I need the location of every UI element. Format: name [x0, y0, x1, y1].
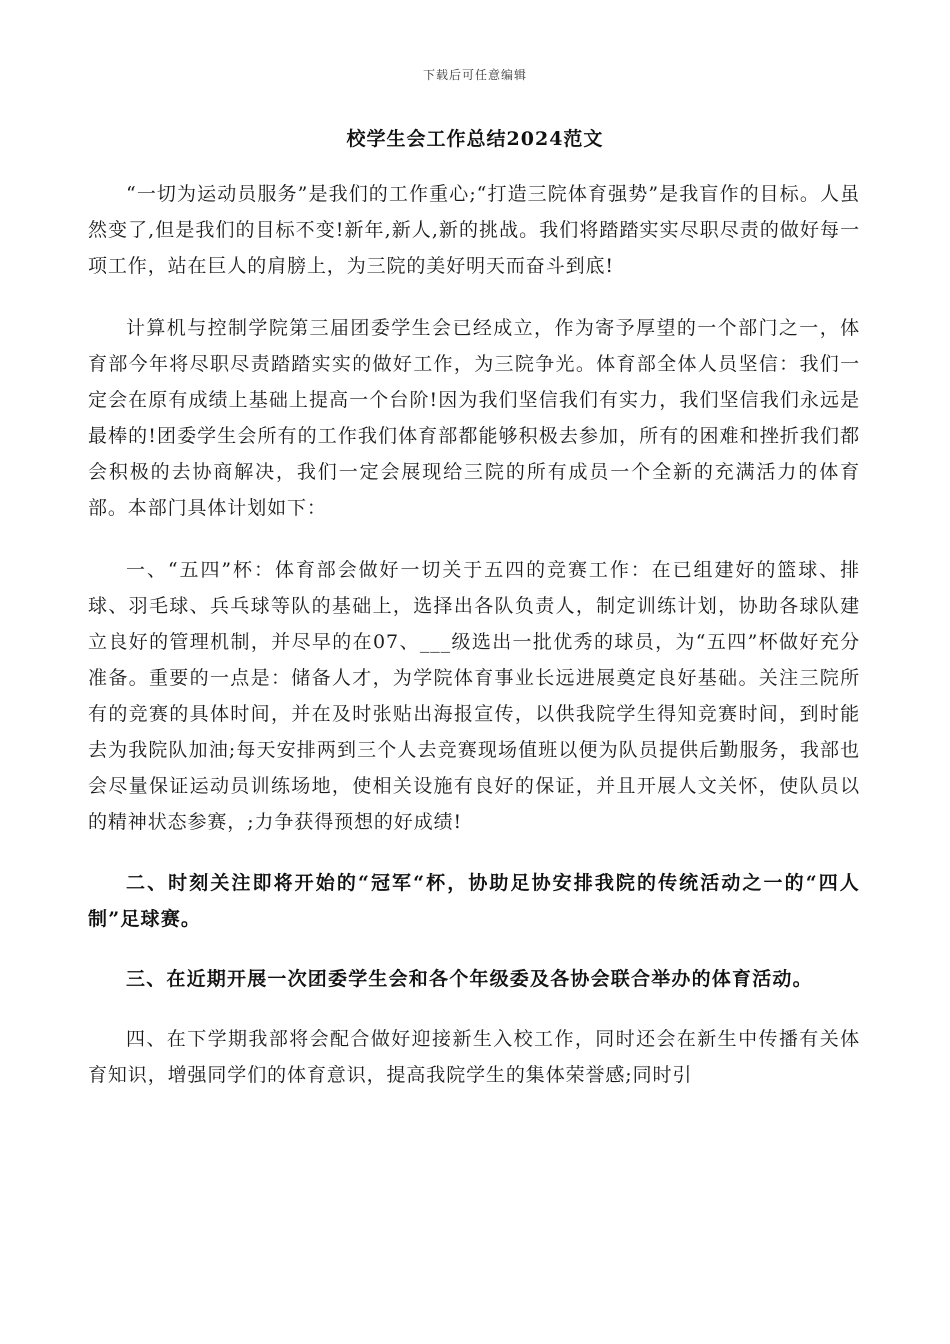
paragraph-department: 计算机与控制学院第三届团委学生会已经成立，作为寄予厚望的一个部门之一，体育部今年将尽职尽责踏踏实实的做好工作，为三院争光。体育部全体人员坚信：我们一定会在原有成绩上基础上提高一个台阶!因为我们坚信我们有实力，我们坚信我们永远是最棒的!团委学生会所有的工作我们体育部都能够积极去参加，所有的困难和挫折我们都会积极的去协商解决，我们一定会展现给三院的所有成员一个全新的充满活力的体育部。本部门具体计划如下： [88, 317, 860, 519]
document-body [88, 176, 860, 1093]
paragraph-item-3: 三、在近期开展一次团委学生会和各个年级委及各协会联合举办的体育活动。 [126, 968, 813, 990]
header-note: 下载后可任意编辑 [422, 68, 527, 82]
paragraph-item-1: 一、“五四”杯：体育部会做好一切关于五四的竞赛工作：在已组建好的篮球、排球、羽毛球、兵乓球等队的基础上，选择出各队负责人，制定训练计划，协助各球队建立良好的管理机制，并尽早的在07、___级选出一批优秀的球员，为“五四”杯做好充分准备。重要的一点是：储备人才，为学院体育事业长远进展奠定良好基础。关注三院所有的竞赛的具体时间，并在及时张贴出海报宣传，以供我院学生得知竞赛时间，到时能去为我院队加油;每天安排两到三个人去竞赛现场值班以便为队员提供后勤服务，我部也会尽量保证运动员训练场地，使相关设施有良好的保证，并且开展人文关怀，使队员以的精神状态参赛，;力争获得预想的好成绩! [88, 559, 860, 833]
paragraph-item-2: 二、时刻关注即将开始的“冠军“杯，协助足协安排我院的传统活动之一的“四人制”足球赛。 [88, 872, 860, 930]
paragraph-intro: “一切为运动员服务”是我们的工作重心;“打造三院体育强势”是我盲作的目标。人虽然变了,但是我们的目标不变!新年,新人,新的挑战。我们将踏踏实实尽职尽责的做好每一项工作，站在巨人的肩膀上，为三院的美好明天而奋斗到底! [88, 183, 860, 277]
document-title: 校学生会工作总结2024范文 [346, 128, 604, 150]
paragraph-item-4: 四、在下学期我部将会配合做好迎接新生入校工作，同时还会在新生中传播有关体育知识，增强同学们的体育意识，提高我院学生的集体荣誉感;同时引 [88, 1028, 860, 1086]
